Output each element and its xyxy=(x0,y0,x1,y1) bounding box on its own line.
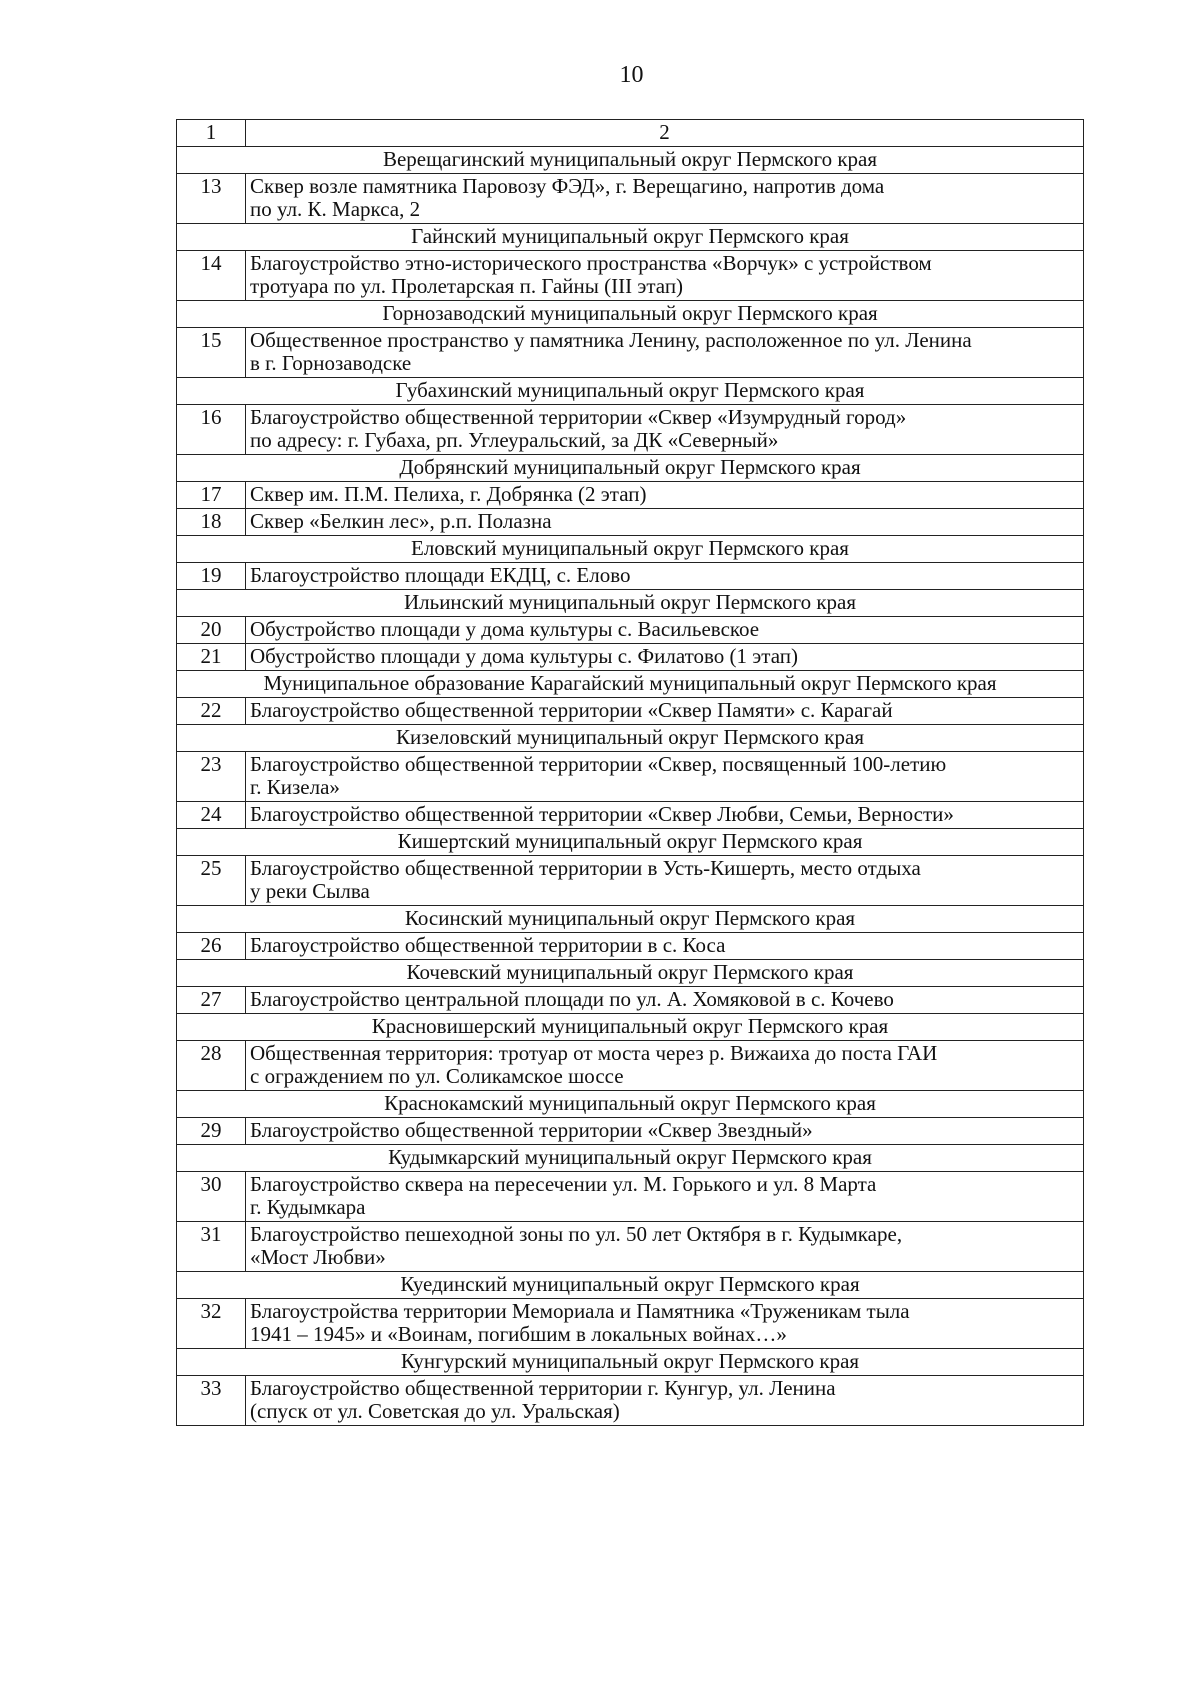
item-number: 25 xyxy=(177,856,246,906)
section-title: Губахинский муниципальный округ Пермского края xyxy=(177,378,1084,405)
table-row xyxy=(177,644,1084,671)
item-description xyxy=(246,405,1084,455)
table-row xyxy=(177,405,1084,455)
page-number: 10 xyxy=(619,62,644,88)
item-description-line-1: Благоустройство пешеходной зоны по ул. 50 лет Октября в г. Кудымкаре, xyxy=(250,1222,903,1246)
table-row xyxy=(177,1118,1084,1145)
item-description-line-2: тротуара по ул. Пролетарская п. Гайны (III этап) xyxy=(250,274,684,298)
item-description-line-1: Благоустройство общественной территории «Сквер, посвященный 100-летию xyxy=(250,752,947,776)
item-description-line-2: в г. Горнозаводске xyxy=(250,351,412,375)
item-number: 16 xyxy=(177,405,246,455)
section-row xyxy=(177,671,1084,698)
section-title: Верещагинский муниципальный округ Пермского края xyxy=(177,147,1084,174)
item-description xyxy=(246,1041,1084,1091)
item-description xyxy=(246,251,1084,301)
item-number: 30 xyxy=(177,1172,246,1222)
table-row xyxy=(177,174,1084,224)
item-description-line-2: г. Кудымкара xyxy=(250,1195,366,1219)
table-row xyxy=(177,1299,1084,1349)
item-description-line-1: Сквер «Белкин лес», р.п. Полазна xyxy=(250,509,552,533)
table-row xyxy=(177,698,1084,725)
header-col-number: 1 xyxy=(177,120,246,147)
item-number: 31 xyxy=(177,1222,246,1272)
item-description-line-2: у реки Сылва xyxy=(250,879,370,903)
table-row xyxy=(177,563,1084,590)
table-row xyxy=(177,802,1084,829)
item-description xyxy=(246,482,1084,509)
item-description-line-1: Благоустройство общественной территории в Усть-Кишерть, место отдыха xyxy=(250,856,921,880)
section-row xyxy=(177,224,1084,251)
section-title: Кудымкарский муниципальный округ Пермского края xyxy=(177,1145,1084,1172)
item-number: 13 xyxy=(177,174,246,224)
item-description xyxy=(246,933,1084,960)
section-title: Косинский муниципальный округ Пермского края xyxy=(177,906,1084,933)
projects-table-body xyxy=(177,120,1084,1426)
section-title: Кунгурский муниципальный округ Пермского края xyxy=(177,1349,1084,1376)
item-description-line-1: Благоустройства территории Мемориала и Памятника «Труженикам тыла xyxy=(250,1299,910,1323)
item-description-line-1: Благоустройство этно-исторического пространства «Ворчук» с устройством xyxy=(250,251,932,275)
item-description-line-2: по адресу: г. Губаха, рп. Углеуральский, за ДК «Северный» xyxy=(250,428,779,452)
item-description xyxy=(246,1376,1084,1426)
header-col-name: 2 xyxy=(246,120,1084,147)
item-description xyxy=(246,644,1084,671)
item-description xyxy=(246,1118,1084,1145)
item-number: 18 xyxy=(177,509,246,536)
section-row xyxy=(177,960,1084,987)
section-title: Красновишерский муниципальный округ Пермского края xyxy=(177,1014,1084,1041)
item-number: 19 xyxy=(177,563,246,590)
item-description-line-1: Благоустройство общественной территории «Сквер Любви, Семьи, Верности» xyxy=(250,802,954,826)
item-description-line-1: Благоустройство общественной территории г. Кунгур, ул. Ленина xyxy=(250,1376,836,1400)
item-number: 33 xyxy=(177,1376,246,1426)
section-row xyxy=(177,455,1084,482)
item-description xyxy=(246,174,1084,224)
section-row xyxy=(177,536,1084,563)
item-number: 20 xyxy=(177,617,246,644)
item-description xyxy=(246,802,1084,829)
section-row xyxy=(177,1272,1084,1299)
section-row xyxy=(177,906,1084,933)
section-title: Куединский муниципальный округ Пермского края xyxy=(177,1272,1084,1299)
item-description xyxy=(246,987,1084,1014)
item-number: 26 xyxy=(177,933,246,960)
item-description-line-2: с ограждением по ул. Соликамское шоссе xyxy=(250,1064,624,1088)
section-title: Кочевский муниципальный округ Пермского края xyxy=(177,960,1084,987)
item-description-line-2: 1941 – 1945» и «Воинам, погибшим в локальных войнах…» xyxy=(250,1322,787,1346)
item-description-line-1: Обустройство площади у дома культуры с. Филатово (1 этап) xyxy=(250,644,798,668)
item-number: 27 xyxy=(177,987,246,1014)
item-description-line-2: «Мост Любви» xyxy=(250,1245,386,1269)
item-description xyxy=(246,328,1084,378)
item-description-line-1: Благоустройство общественной территории «Сквер Памяти» с. Карагай xyxy=(250,698,893,722)
section-title: Добрянский муниципальный округ Пермского края xyxy=(177,455,1084,482)
item-number: 28 xyxy=(177,1041,246,1091)
table-row xyxy=(177,251,1084,301)
table-row xyxy=(177,509,1084,536)
table-row xyxy=(177,1172,1084,1222)
table-row xyxy=(177,482,1084,509)
item-description-line-1: Сквер возле памятника Паровозу ФЭД», г. Верещагино, напротив дома xyxy=(250,174,885,198)
item-description-line-1: Благоустройство сквера на пересечении ул. М. Горького и ул. 8 Марта xyxy=(250,1172,877,1196)
section-row xyxy=(177,1349,1084,1376)
item-description-line-1: Благоустройство общественной территории «Сквер Звездный» xyxy=(250,1118,813,1142)
section-title: Гайнский муниципальный округ Пермского края xyxy=(177,224,1084,251)
item-description xyxy=(246,617,1084,644)
table-row xyxy=(177,328,1084,378)
section-row xyxy=(177,1145,1084,1172)
item-description-line-1: Обустройство площади у дома культуры с. Васильевское xyxy=(250,617,760,641)
item-number: 24 xyxy=(177,802,246,829)
table-row xyxy=(177,1222,1084,1272)
item-description xyxy=(246,563,1084,590)
section-title: Кишертский муниципальный округ Пермского края xyxy=(177,829,1084,856)
section-title: Еловский муниципальный округ Пермского края xyxy=(177,536,1084,563)
table-row xyxy=(177,856,1084,906)
table-header-row xyxy=(177,120,1084,147)
table-row xyxy=(177,933,1084,960)
item-number: 32 xyxy=(177,1299,246,1349)
item-description-line-2: г. Кизела» xyxy=(250,775,340,799)
section-title: Краснокамский муниципальный округ Пермского края xyxy=(177,1091,1084,1118)
item-number: 15 xyxy=(177,328,246,378)
item-description-line-1: Благоустройство центральной площади по ул. А. Хомяковой в с. Кочево xyxy=(250,987,894,1011)
table-row xyxy=(177,1041,1084,1091)
item-description xyxy=(246,1172,1084,1222)
item-description-line-1: Благоустройство общественной территории «Сквер «Изумрудный город» xyxy=(250,405,907,429)
item-description xyxy=(246,509,1084,536)
item-number: 22 xyxy=(177,698,246,725)
section-row xyxy=(177,301,1084,328)
table-row xyxy=(177,752,1084,802)
item-description xyxy=(246,1299,1084,1349)
item-description xyxy=(246,856,1084,906)
item-description-line-1: Благоустройство общественной территории в с. Коса xyxy=(250,933,726,957)
section-title: Горнозаводский муниципальный округ Пермского края xyxy=(177,301,1084,328)
section-row xyxy=(177,1014,1084,1041)
section-title: Кизеловский муниципальный округ Пермского края xyxy=(177,725,1084,752)
item-description xyxy=(246,752,1084,802)
projects-table xyxy=(176,119,1084,1426)
item-description xyxy=(246,1222,1084,1272)
section-row xyxy=(177,590,1084,617)
item-number: 17 xyxy=(177,482,246,509)
item-description-line-1: Общественное пространство у памятника Ленину, расположенное по ул. Ленина xyxy=(250,328,972,352)
item-number: 23 xyxy=(177,752,246,802)
item-description-line-1: Общественная территория: тротуар от моста через р. Вижаиха до поста ГАИ xyxy=(250,1041,938,1065)
section-title: Ильинский муниципальный округ Пермского края xyxy=(177,590,1084,617)
section-row xyxy=(177,1091,1084,1118)
section-title: Муниципальное образование Карагайский муниципальный округ Пермского края xyxy=(177,671,1084,698)
item-description-line-2: (спуск от ул. Советская до ул. Уральская) xyxy=(250,1399,620,1423)
table-row xyxy=(177,987,1084,1014)
item-description xyxy=(246,698,1084,725)
section-row xyxy=(177,725,1084,752)
table-row xyxy=(177,1376,1084,1426)
section-row xyxy=(177,147,1084,174)
table-row xyxy=(177,617,1084,644)
item-number: 29 xyxy=(177,1118,246,1145)
item-description-line-1: Сквер им. П.М. Пелиха, г. Добрянка (2 этап) xyxy=(250,482,647,506)
item-number: 14 xyxy=(177,251,246,301)
section-row xyxy=(177,378,1084,405)
item-number: 21 xyxy=(177,644,246,671)
item-description-line-2: по ул. К. Маркса, 2 xyxy=(250,197,421,221)
section-row xyxy=(177,829,1084,856)
item-description-line-1: Благоустройство площади ЕКДЦ, с. Елово xyxy=(250,563,631,587)
